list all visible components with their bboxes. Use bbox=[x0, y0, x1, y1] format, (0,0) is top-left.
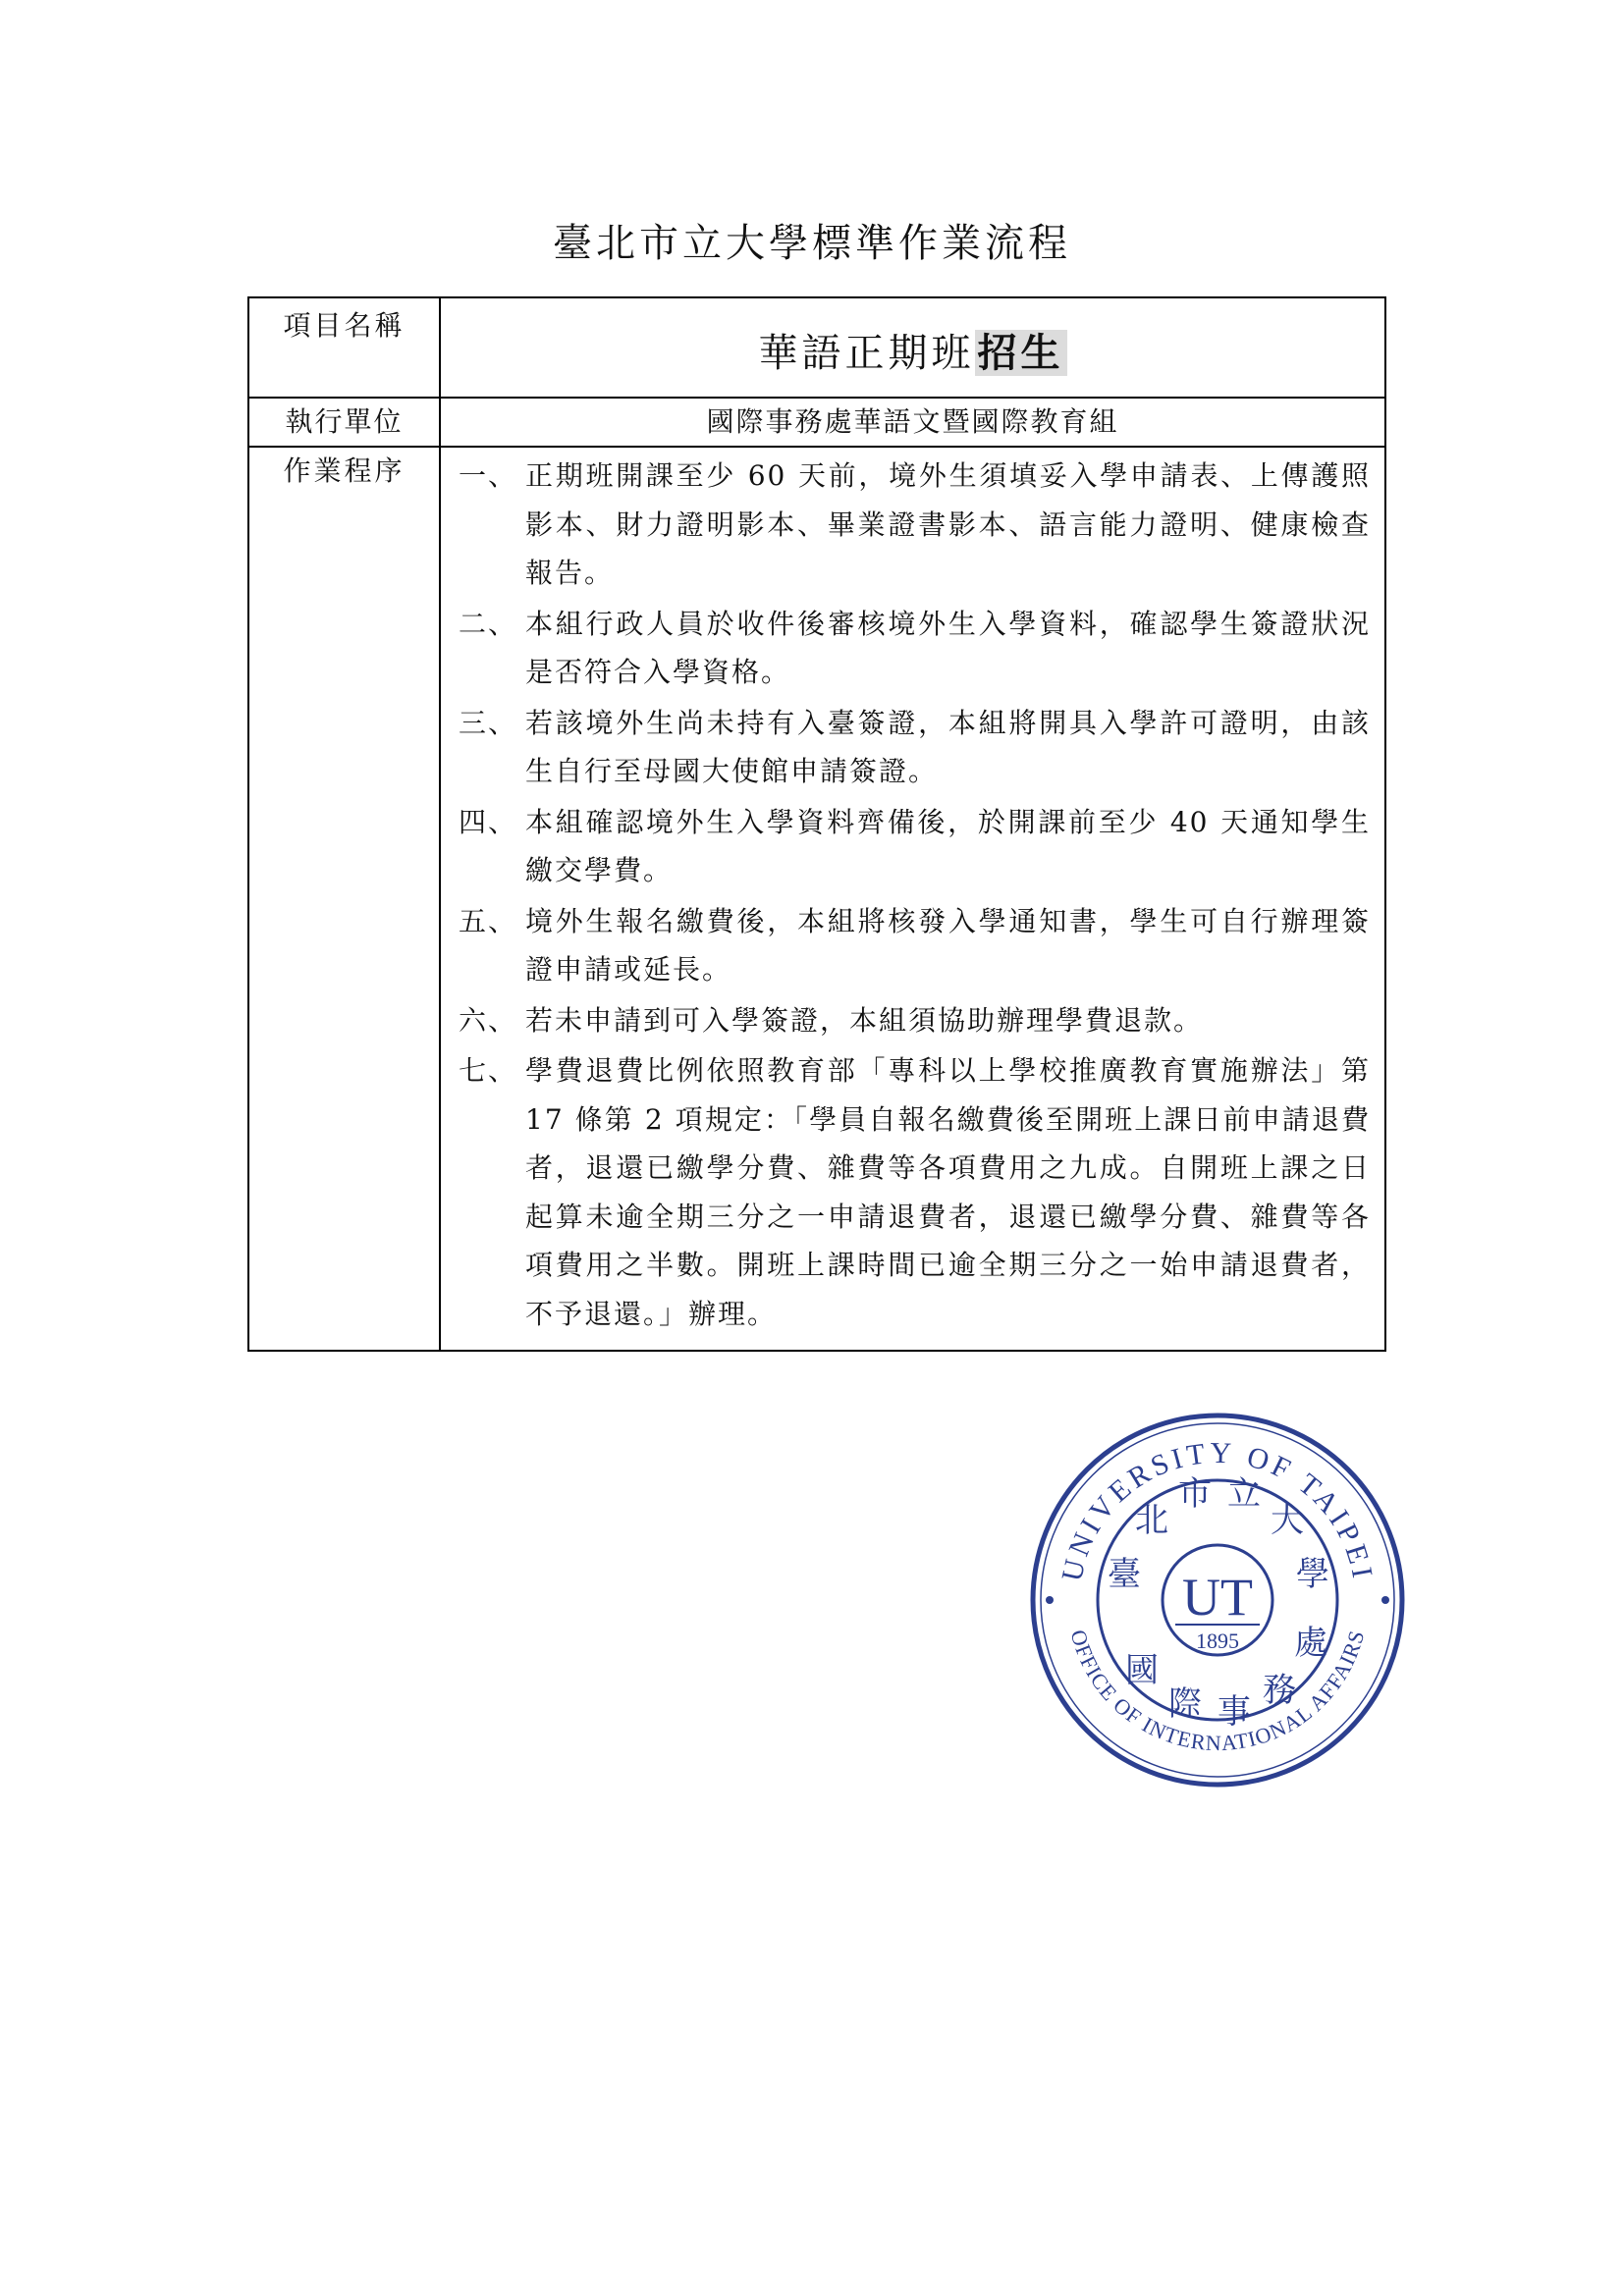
seal-char: 國 bbox=[1125, 1651, 1159, 1690]
seal-char: 處 bbox=[1294, 1624, 1327, 1663]
seal-text-bottom: OFFICE OF INTERNATIONAL AFFAIRS bbox=[1065, 1627, 1370, 1756]
unit-value: 國際事務處華語文暨國際教育組 bbox=[440, 398, 1385, 447]
office-seal bbox=[1026, 1409, 1409, 1791]
seal-year: 1895 bbox=[1196, 1629, 1239, 1653]
item-name-plain: 華語正期班 bbox=[758, 331, 975, 376]
seal-graphic bbox=[1026, 1409, 1409, 1791]
seal-char: 臺 bbox=[1108, 1555, 1141, 1594]
seal-dot-left bbox=[1046, 1596, 1054, 1604]
seal-char: 市 bbox=[1178, 1474, 1212, 1514]
seal-char: 大 bbox=[1271, 1501, 1304, 1540]
seal-char: 立 bbox=[1227, 1474, 1261, 1514]
item-name-label: 項目名稱 bbox=[248, 297, 440, 398]
procedure-step bbox=[459, 699, 1371, 796]
step-number: 四、 bbox=[459, 805, 518, 838]
step-text: 正期班開課至少 60 天前，境外生須填妥入學申請表、上傳護照影本、財力證明影本、畢業證書影本、語言能力證明、健康檢查報告。 bbox=[525, 459, 1371, 589]
row-procedure bbox=[248, 447, 1385, 1351]
step-text: 若未申請到可入學簽證，本組須協助辦理學費退款。 bbox=[525, 1003, 1204, 1037]
seal-dot-right bbox=[1381, 1596, 1389, 1604]
step-text: 本組確認境外生入學資料齊備後，於開課前至少 40 天通知學生繳交學費。 bbox=[525, 805, 1371, 886]
step-text: 境外生報名繳費後，本組將核發入學通知書，學生可自行辦理簽證申請或延長。 bbox=[525, 904, 1371, 986]
item-name-value bbox=[440, 297, 1385, 398]
step-number: 三、 bbox=[459, 706, 518, 739]
step-text: 本組行政人員於收件後審核境外生入學資料，確認學生簽證狀況是否符合入學資格。 bbox=[525, 607, 1371, 688]
seal-char: 學 bbox=[1296, 1555, 1329, 1594]
step-text: 若該境外生尚未持有入臺簽證，本組將開具入學許可證明，由該生自行至母國大使館申請簽證。 bbox=[525, 706, 1371, 787]
procedure-step bbox=[459, 452, 1371, 598]
procedure-content bbox=[440, 447, 1385, 1351]
seal-char: 北 bbox=[1135, 1501, 1168, 1540]
seal-text-top: UNIVERSITY OF TAIPEI bbox=[1056, 1436, 1380, 1584]
step-number: 七、 bbox=[459, 1054, 518, 1087]
seal-logo: UT bbox=[1182, 1568, 1253, 1627]
unit-label: 執行單位 bbox=[248, 398, 440, 447]
procedure-step bbox=[459, 798, 1371, 895]
seal-char: 事 bbox=[1218, 1692, 1251, 1732]
row-item-name bbox=[248, 297, 1385, 398]
item-name-highlight: 招生 bbox=[975, 330, 1067, 376]
sop-table bbox=[247, 296, 1386, 1352]
procedure-label: 作業程序 bbox=[248, 447, 440, 1351]
document-title: 臺北市立大學標準作業流程 bbox=[553, 221, 1071, 266]
procedure-step bbox=[459, 600, 1371, 697]
procedure-step bbox=[459, 897, 1371, 994]
step-text: 學費退費比例依照教育部「專科以上學校推廣教育實施辦法」第 17 條第 2 項規定：「學員自報名繳費後至開班上課日前申請退費者，退還已繳學分費、雜費等各項費用之九成。自開班上課之日起算未逾全期三分之一申請退費者，退還已繳學分費、雜費等各項費用之半數。開班上課時間已逾全期三分之一始申請退費者，不予退還。」辦理。 bbox=[525, 1054, 1371, 1330]
row-unit bbox=[248, 398, 1385, 447]
step-number: 二、 bbox=[459, 607, 518, 640]
seal-char: 務 bbox=[1263, 1671, 1296, 1710]
step-number: 六、 bbox=[459, 1003, 518, 1037]
step-number: 五、 bbox=[459, 904, 518, 937]
procedure-step bbox=[459, 996, 1371, 1045]
step-number: 一、 bbox=[459, 459, 518, 492]
seal-char: 際 bbox=[1168, 1684, 1202, 1724]
procedure-step bbox=[459, 1046, 1371, 1338]
procedure-steps bbox=[459, 452, 1371, 1338]
